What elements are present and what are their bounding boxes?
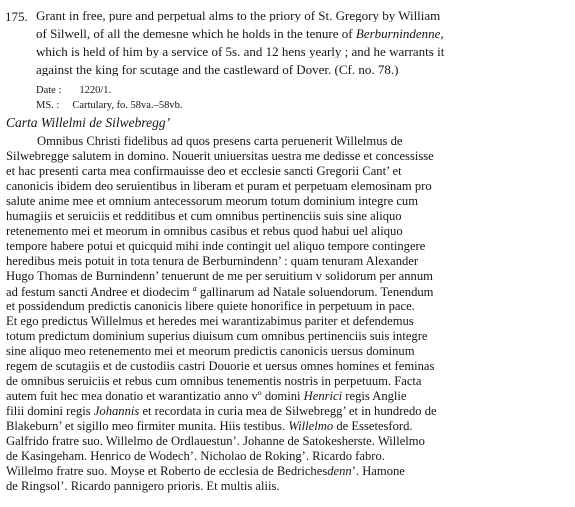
- summary-line: of Silwell, of all the demesne which he holds in the tenure of Berburnindenne,: [36, 27, 444, 40]
- summary-line: against the king for scutage and the castleward of Dover. (Cf. no. 78.): [36, 63, 399, 76]
- charter-text-line: autem fuit hec mea donatio et warantizatio anno vº domini Henrici regis Anglie: [6, 390, 407, 403]
- ms-value: Cartulary, fo. 58va.–58vb.: [72, 100, 183, 111]
- charter-text-line: retenemento mei et meorum in omnibus casibus et rebus quod habui uel aliquo: [6, 225, 403, 238]
- charter-text-line: ad festum sancti Andree et diodecim $^a$ gallinarum ad Natale soluendorum. Tenendum: [6, 285, 434, 299]
- date-value: 1220/1.: [79, 85, 112, 96]
- charter-text-line: de Ringsol’. Ricardo pannigero prioris. Et multis aliis.: [6, 480, 280, 493]
- charter-text-line: Omnibus Christi fidelibus ad quos presens carta peruenerit Willelmus de: [37, 135, 403, 148]
- charter-text-line: salute anime mee et omnium antecessorum meorum totum dominium integre cum: [6, 195, 418, 208]
- charter-text-line: Silwebregge salutem in domino. Nouerit uniuersitas uestra me dedisse et concessisse: [6, 150, 434, 163]
- charter-text-line: Willelmo fratre suo. Moyse et Roberto de ecclesia de Bedrichesdenn’. Hamone: [6, 465, 405, 478]
- charter-text-line: filii domini regis Johannis et recordata in curia mea de Silwebregg’ et in hundredo de: [6, 405, 437, 418]
- charter-text-line: regem de scutagiis et de custodiis castri Douorie et uersus omnes homines et feminas: [6, 360, 435, 373]
- charter-text-line: et hac presenti carta mea confirmauisse deo et ecclesie sancti Gregorii Cant’ et: [6, 165, 402, 178]
- charter-text-line: canonicis ibidem deo seruientibus in liberam et puram et perpetuam elemosinam pro: [6, 180, 432, 193]
- charter-text-line: Hugo Thomas de Burnindenn’ tenuerunt de me per seruitium v solidorum per annum: [6, 270, 433, 283]
- charter-text-line: heredibus meis potuit in tota tenura de Berburnindenn’ : quam tenuram Alexander: [6, 255, 419, 268]
- charter-text-line: humagiis et seruiciis et redditibus et cum omnibus pertinenciis suis sine aliquo: [6, 210, 402, 223]
- date-line: [36, 86, 111, 97]
- charter-text-line: et possidendum predictis canonicis libere quiete honorifice in perpetuum in pace.: [6, 300, 415, 313]
- charter-text-line: Galfrido fratre suo. Willelmo de Ordlauestun’. Johanne de Satokesherste. Willelmo: [6, 435, 425, 448]
- charter-text-line: de omnibus seruiciis et rebus cum omnibus tenementis nostris in perpetuum. Facta: [6, 375, 422, 388]
- date-label: Date :: [36, 85, 62, 96]
- charter-text-line: tempore habere potui et quicquid mihi inde contingit uel aliquo tempore contingere: [6, 240, 426, 253]
- summary-line: Grant in free, pure and perpetual alms to the priory of St. Gregory by William: [36, 9, 441, 22]
- charter-text-line: de Kasingeham. Henrico de Wodech’. Nicholao de Roking’. Ricardo fabro.: [6, 450, 385, 463]
- charter-title: Carta Willelmi de Silwebregg’: [6, 115, 171, 130]
- ms-label: MS. :: [36, 100, 60, 111]
- charter-text-line: totum predictum dominium superius diuisum cum omnibus pertinenciis suis integre: [6, 330, 428, 343]
- charter-text-line: sine aliquo meo retenemento mei et meorum predictis canonicis uersus dominum: [6, 345, 415, 358]
- charter-text-line: Et ego predictus Willelmus et heredes mei warantizabimus pariter et defendemus: [6, 315, 414, 328]
- summary-line: which is held of him by a service of 5s. and 12 hens yearly ; and he warrants it: [36, 45, 445, 58]
- charter-text-line: Blakeburn’ et sigillo meo firmiter munita. Hiis testibus. Willelmo de Essetesford.: [6, 420, 413, 433]
- ms-line: [36, 101, 182, 112]
- entry-number: 175.: [5, 9, 28, 24]
- footnote-marker: a: [192, 285, 197, 293]
